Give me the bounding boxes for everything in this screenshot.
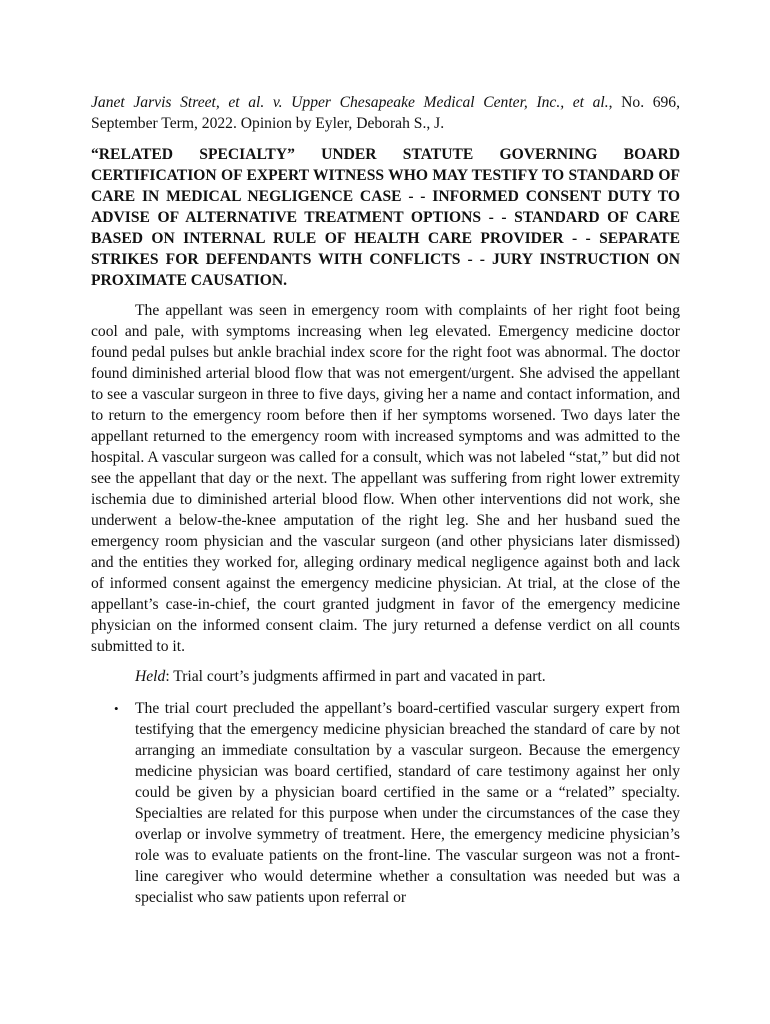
holding-label: Held <box>135 668 166 685</box>
bullet-icon: • <box>114 701 119 716</box>
holding-points <box>91 698 680 908</box>
case-name: Janet Jarvis Street, et al. v. Upper Chesapeake Medical Center, Inc., et al. <box>91 94 609 111</box>
holding-point-text: The trial court precluded the appellant’s board-certified vascular surgery expert from testifying that the emergency medicine physician breached the standard of care by not arranging an immediate consultation by a vascular surgeon. Because the emergency medicine physician was board certified, standard of care testimony against her only could be given by a physician board certified in the same or a “related” specialty. Specialties are related for this purpose when under the circumstances of the case they overlap or involve symmetry of treatment. Here, the emergency medicine physician’s role was to evaluate patients on the front-line. The vascular surgeon was not a front-line caregiver who would determine whether a consultation was needed but was a specialist who saw patients upon referral or <box>135 700 680 906</box>
headnote: “RELATED SPECIALTY” UNDER STATUTE GOVERNING BOARD CERTIFICATION OF EXPERT WITNESS WHO MAY TESTIFY TO STANDARD OF CARE IN MEDICAL NEGLIGENCE CASE - - INFORMED CONSENT DUTY TO ADVISE OF ALTERNATIVE TREATMENT OPTIONS - - STANDARD OF CARE BASED ON INTERNAL RULE OF HEALTH CARE PROVIDER - - SEPARATE STRIKES FOR DEFENDANTS WITH CONFLICTS - - JURY INSTRUCTION ON PROXIMATE CAUSATION. <box>91 146 680 289</box>
holding-text: : Trial court’s judgments affirmed in part and vacated in part. <box>165 668 546 685</box>
opinion-page <box>91 92 680 908</box>
holding-point <box>91 698 680 908</box>
case-summary: The appellant was seen in emergency room with complaints of her right foot being cool and pale, with symptoms increasing when leg elevated. Emergency medicine doctor found pedal pulses but ankle brachial index score for the right foot was abnormal. The doctor found diminished arterial blood flow that was not emergent/urgent. She advised the appellant to see a vascular surgeon in three to five days, giving her a name and contact information, and to return to the emergency room before then if her symptoms worsened. Two days later the appellant returned to the emergency room with increased symptoms and was admitted to the hospital. A vascular surgeon was called for a consult, which was not labeled “stat,” but did not see the appellant that day or the next. The appellant was suffering from right lower extremity ischemia due to diminished arterial blood flow. When other interventions did not work, she underwent a below-the-knee amputation of the right leg. She and her husband sued the emergency room physician and the vascular surgeon (and other physicians later dismissed) and the entities they worked for, alleging ordinary medical negligence against both and lack of informed consent against the emergency medicine physician. At trial, at the close of the appellant’s case-in-chief, the court granted judgment in favor of the emergency medicine physician on the informed consent claim. The jury returned a defense verdict on all counts submitted to it. <box>91 302 680 655</box>
case-details: , No. 696, September Term, 2022. Opinion by Eyler, Deborah S., J. <box>91 94 680 132</box>
case-caption <box>91 92 680 134</box>
holding <box>91 666 680 687</box>
